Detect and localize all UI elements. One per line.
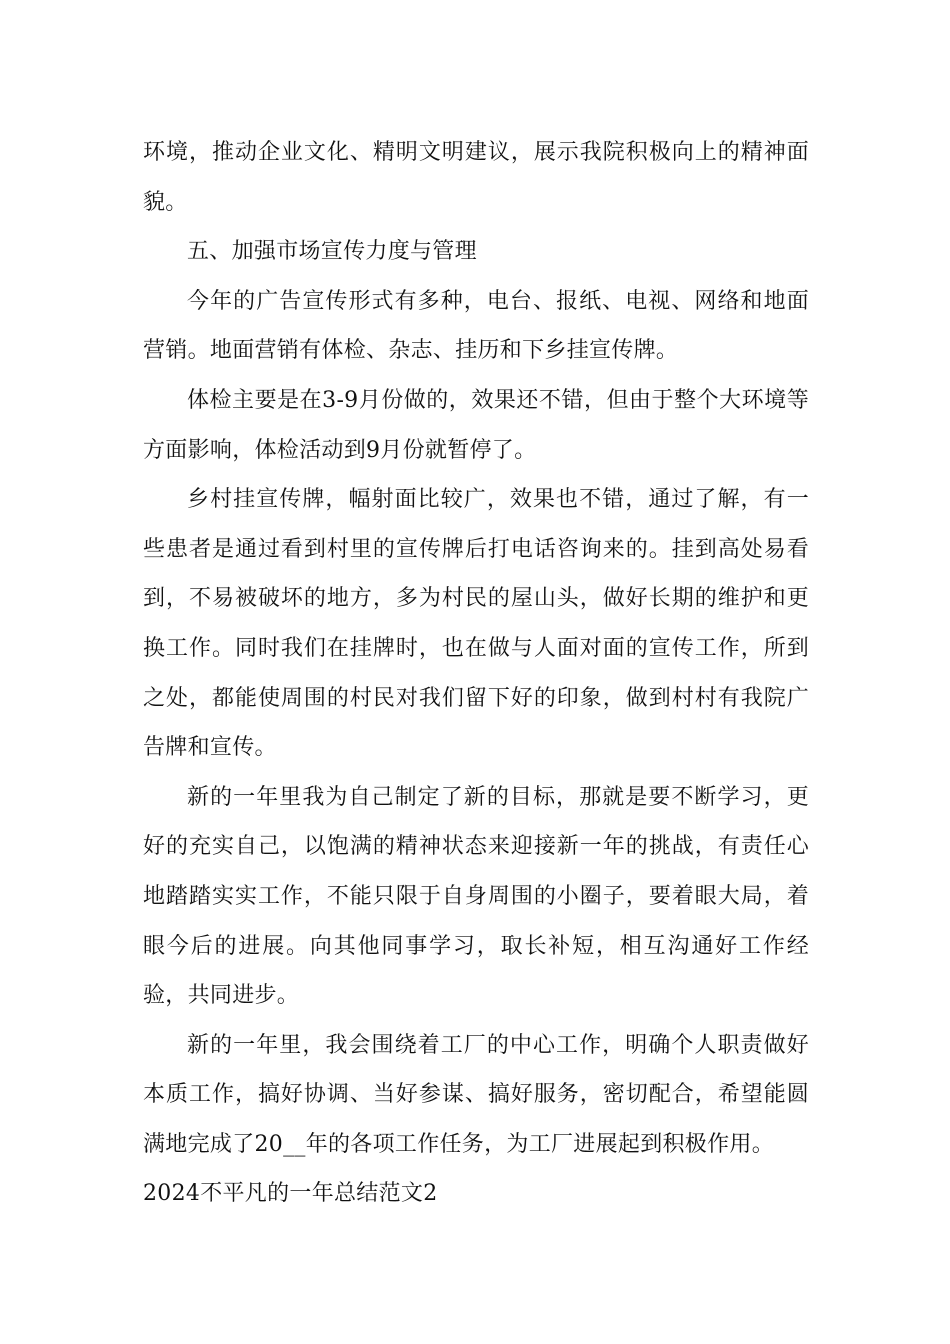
paragraph-new-year-goals: 新的一年里我为自己制定了新的目标，那就是要不断学习，更好的充实自己，以饱满的精神状态来迎接新一年的挑战，有责任心地踏踏实实工作，不能只限于自身周围的小圈子，要着眼大局，着眼今后的进展。向其他同事学习，取长补短，相互沟通好工作经验，共同进步。 xyxy=(143,784,809,1009)
section-heading: 五、加强市场宣传力度与管理 xyxy=(187,239,477,265)
document-body xyxy=(143,128,809,1219)
paragraph-health-check: 体检主要是在3-9月份做的，效果还不错，但由于整个大环境等方面影响，体检活动到9月份就暂停了。 xyxy=(143,387,809,463)
paragraph-new-year-work: 新的一年里，我会围绕着工厂的中心工作，明确个人职责做好本质工作，搞好协调、当好参谋、搞好服务，密切配合，希望能圆满地完成了20__年的各项工作任务，为工厂进展起到积极作用。 xyxy=(143,1032,809,1157)
paragraph-continuation: 环境，推动企业文化、精明文明建议，展示我院积极向上的精神面貌。 xyxy=(143,140,809,215)
next-section-title: 2024不平凡的一年总结范文2 xyxy=(143,1181,438,1207)
paragraph-advertising-forms: 今年的广告宣传形式有多种，电台、报纸、电视、网络和地面营销。地面营销有体检、杂志、挂历和下乡挂宣传牌。 xyxy=(143,288,809,364)
paragraph-village-signboards: 乡村挂宣传牌，幅射面比较广，效果也不错，通过了解，有一些患者是通过看到村里的宣传牌后打电话咨询来的。挂到高处易看到，不易被破坏的地方，多为村民的屋山头，做好长期的维护和更换工作。同时我们在挂牌时，也在做与人面对面的宣传工作，所到之处，都能使周围的村民对我们留下好的印象，做到村村有我院广告牌和宣传。 xyxy=(143,487,809,761)
